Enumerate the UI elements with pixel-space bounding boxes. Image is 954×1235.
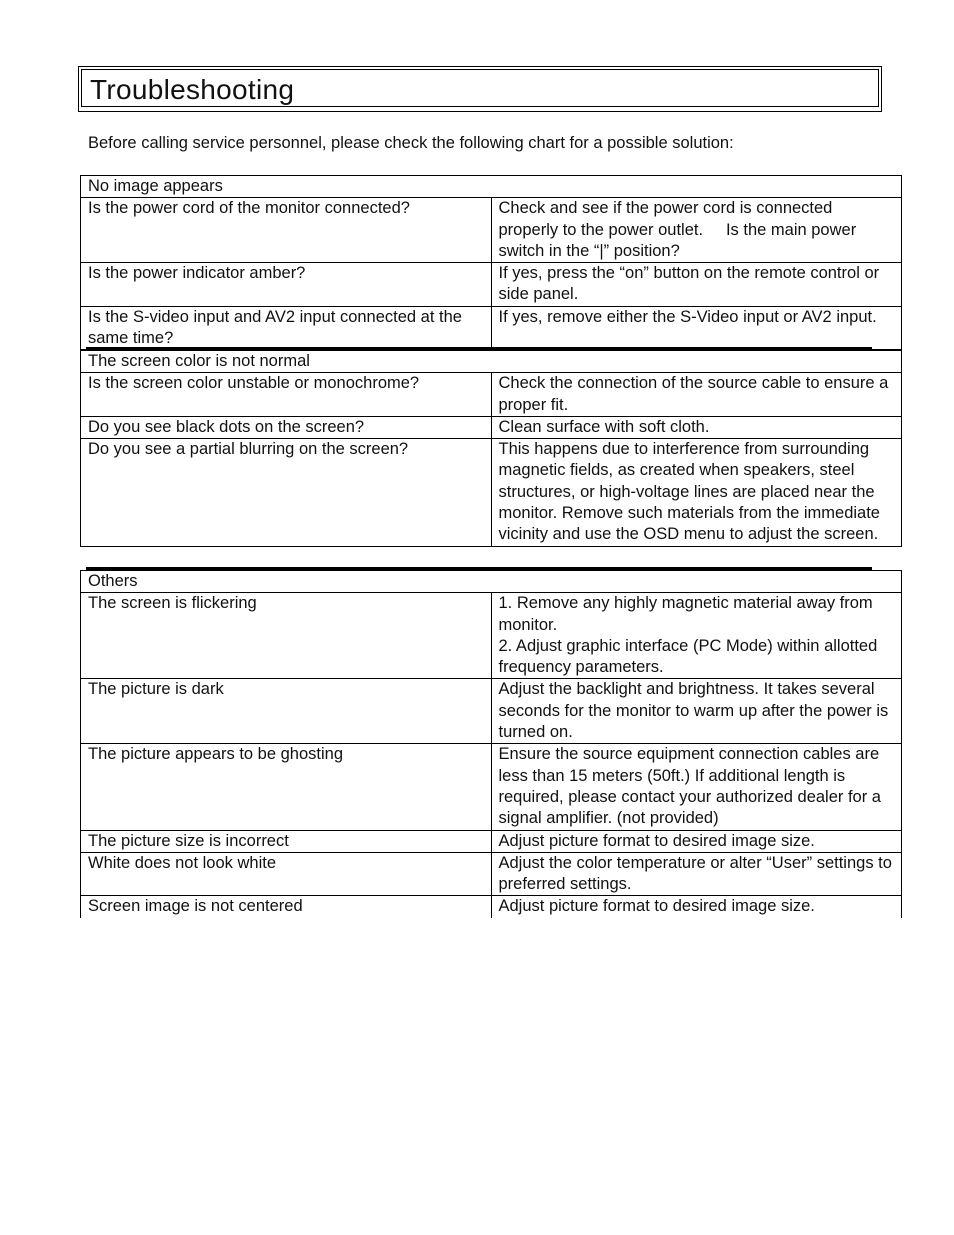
solution-cell: Adjust picture format to desired image size.	[491, 896, 902, 918]
table-row	[81, 593, 902, 679]
solution-line: 2. Adjust graphic interface (PC Mode) within allotted frequency parameters.	[498, 636, 878, 677]
table-row	[81, 198, 902, 263]
solution-cell: Adjust the color temperature or alter “User” settings to preferred settings.	[491, 852, 902, 896]
solution-cell: Adjust the backlight and brightness. It takes several seconds for the monitor to warm up after the power is turned on.	[491, 679, 902, 744]
table-row	[81, 439, 902, 546]
problem-cell: The picture appears to be ghosting	[81, 744, 492, 830]
solution-cell: This happens due to interference from surrounding magnetic fields, as created when speakers, steel structures, or high-voltage lines are placed near the monitor. Remove such materials from the immediate vicinity and use the OSD menu to adjust the screen.	[491, 439, 902, 546]
section-heading: The screen color is not normal	[81, 351, 902, 373]
section-heading-row	[81, 351, 902, 373]
problem-cell: The picture is dark	[81, 679, 492, 744]
table-row	[81, 679, 902, 744]
problem-cell: The picture size is incorrect	[81, 830, 492, 852]
solution-cell: Check the connection of the source cable to ensure a proper fit.	[491, 373, 902, 417]
section-heading-row	[81, 176, 902, 198]
troubleshooting-table-screen-color	[80, 350, 902, 547]
problem-cell: The screen is flickering	[81, 593, 492, 679]
solution-line: 1. Remove any highly magnetic material away from monitor.	[498, 594, 873, 634]
table-row	[81, 830, 902, 852]
table-row	[81, 306, 902, 350]
problem-cell: Is the power indicator amber?	[81, 263, 492, 307]
troubleshooting-table-others	[80, 570, 902, 918]
problem-cell: Do you see a partial blurring on the screen?	[81, 439, 492, 546]
table-row	[81, 263, 902, 307]
page-title: Troubleshooting	[81, 69, 879, 107]
intro-text: Before calling service personnel, please check the following chart for a possible solution:	[88, 134, 734, 152]
problem-cell: Do you see black dots on the screen?	[81, 416, 492, 438]
solution-cell: If yes, press the “on” button on the remote control or side panel.	[491, 263, 902, 307]
table-row	[81, 373, 902, 417]
problem-cell: Is the power cord of the monitor connected?	[81, 198, 492, 263]
table-row	[81, 744, 902, 830]
solution-cell: Ensure the source equipment connection cables are less than 15 meters (50ft.) If additional length is required, please contact your authorized dealer for a signal amplifier. (not provided)	[491, 744, 902, 830]
solution-cell	[491, 593, 902, 679]
table-row	[81, 896, 902, 918]
problem-cell: Screen image is not centered	[81, 896, 492, 918]
problem-cell: White does not look white	[81, 852, 492, 896]
problem-cell: Is the S-video input and AV2 input connected at the same time?	[81, 306, 492, 350]
solution-cell: Check and see if the power cord is connected properly to the power outlet. Is the main power switch in the “|” position?	[491, 198, 902, 263]
page-title-box	[78, 66, 882, 112]
section-heading: Others	[81, 571, 902, 593]
solution-cell: Clean surface with soft cloth.	[491, 416, 902, 438]
solution-cell: If yes, remove either the S-Video input or AV2 input.	[491, 306, 902, 350]
table-row	[81, 416, 902, 438]
table-row	[81, 852, 902, 896]
solution-cell: Adjust picture format to desired image size.	[491, 830, 902, 852]
problem-cell: Is the screen color unstable or monochrome?	[81, 373, 492, 417]
section-heading-row	[81, 571, 902, 593]
troubleshooting-table-no-image	[80, 175, 902, 350]
section-heading: No image appears	[81, 176, 902, 198]
